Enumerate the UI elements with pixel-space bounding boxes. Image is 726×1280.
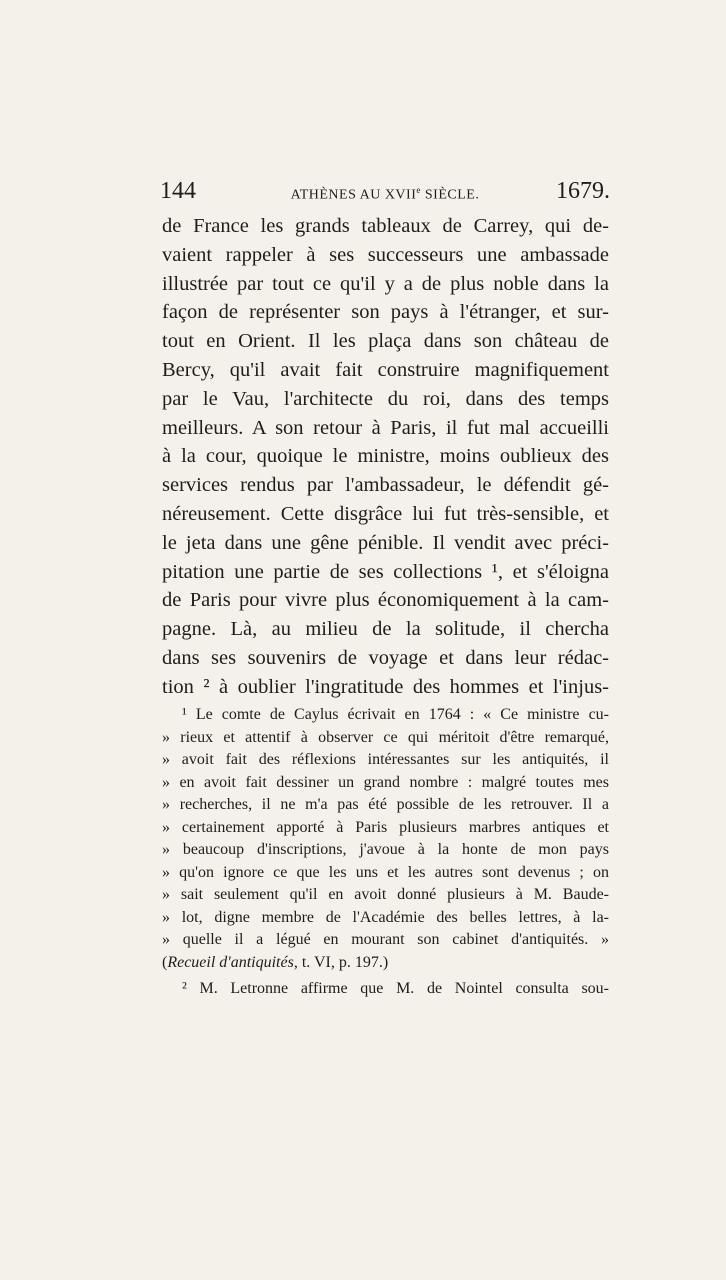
footnote-1-line: » en avoit fait dessiner un grand nombre : malgré toutes mes: [162, 773, 609, 791]
footnote-1-line: ¹ Le comte de Caylus écrivait en 1764 : « Ce ministre cu-: [182, 706, 609, 723]
footnote-1-line: » qu'on ignore ce que les uns et les autres sont devenus ; on: [162, 863, 609, 881]
text-line: vaient rappeler à ses successeurs une ambassade: [162, 243, 609, 266]
running-title: ATHÈNES AU XVIIe SIÈCLE.: [290, 185, 480, 203]
text-line: façon de représenter son pays à l'étranger, et sur-: [162, 301, 609, 324]
page-header: [160, 178, 610, 210]
footnote-1-line: » avoit fait des réflexions intéressantes sur les antiquités, il: [162, 751, 609, 768]
text-line: illustrée par tout ce qu'il y a de plus noble dans la: [162, 272, 609, 295]
text-line: le jeta dans une gêne pénible. Il vendit avec préci-: [162, 531, 609, 554]
text-line: pitation une partie de ses collections ¹, et s'éloigna: [162, 560, 609, 583]
text-line: tion ² à oublier l'ingratitude des hommes et l'injus-: [162, 675, 609, 698]
text-line: tout en Orient. Il les plaça dans son château de: [162, 330, 609, 353]
text-line: meilleurs. A son retour à Paris, il fut mal accueilli: [162, 416, 609, 439]
source-title: Recueil d'antiquités: [167, 953, 294, 971]
main-text: [162, 212, 609, 702]
footnote-2-line: ² M. Letronne affirme que M. de Nointel consulta sou-: [182, 980, 609, 997]
text-line: de France les grands tableaux de Carrey, qui de-: [162, 215, 609, 237]
text-line: Bercy, qu'il avait fait construire magnifiquement: [162, 358, 609, 381]
year-marker: 1679.: [556, 178, 610, 204]
footnote-1-line: » lot, digne membre de l'Académie des belles lettres, à la-: [162, 908, 609, 926]
footnote-1-line: » rieux et attentif à observer ce qui méritoit d'être remarqué,: [162, 728, 609, 746]
text-line: à la cour, quoique le ministre, moins oublieux des: [162, 445, 609, 468]
footnote-1-line: » beaucoup d'inscriptions, j'avoue à la honte de mon pays: [162, 841, 609, 858]
footnote-1-line: » recherches, il ne m'a pas été possible de les retrouver. Il a: [162, 796, 609, 813]
text-line: services rendus par l'ambassadeur, le défendit gé-: [162, 474, 609, 497]
footnote-1-line: » quelle il a légué en mourant son cabinet d'antiquités. »: [162, 931, 609, 948]
text-line: par le Vau, l'architecte du roi, dans des temps: [162, 387, 609, 410]
page-number: 144: [160, 178, 196, 204]
text-line: pagne. Là, au milieu de la solitude, il chercha: [162, 618, 609, 641]
footnote-1-line: » sait seulement qu'il en avoit donné plusieurs à M. Baude-: [162, 886, 609, 903]
text-line: dans ses souvenirs de voyage et dans leur rédac-: [162, 646, 609, 669]
footnote-1-source: (Recueil d'antiquités, t. VI, p. 197.): [162, 953, 389, 971]
text-line: néreusement. Cette disgrâce lui fut très-sensible, et: [162, 502, 609, 525]
footnote-1-line: » certainement apporté à Paris plusieurs marbres antiques et: [162, 818, 609, 836]
footnotes: [162, 704, 609, 1001]
text-line: de Paris pour vivre plus économiquement à la cam-: [162, 589, 609, 612]
